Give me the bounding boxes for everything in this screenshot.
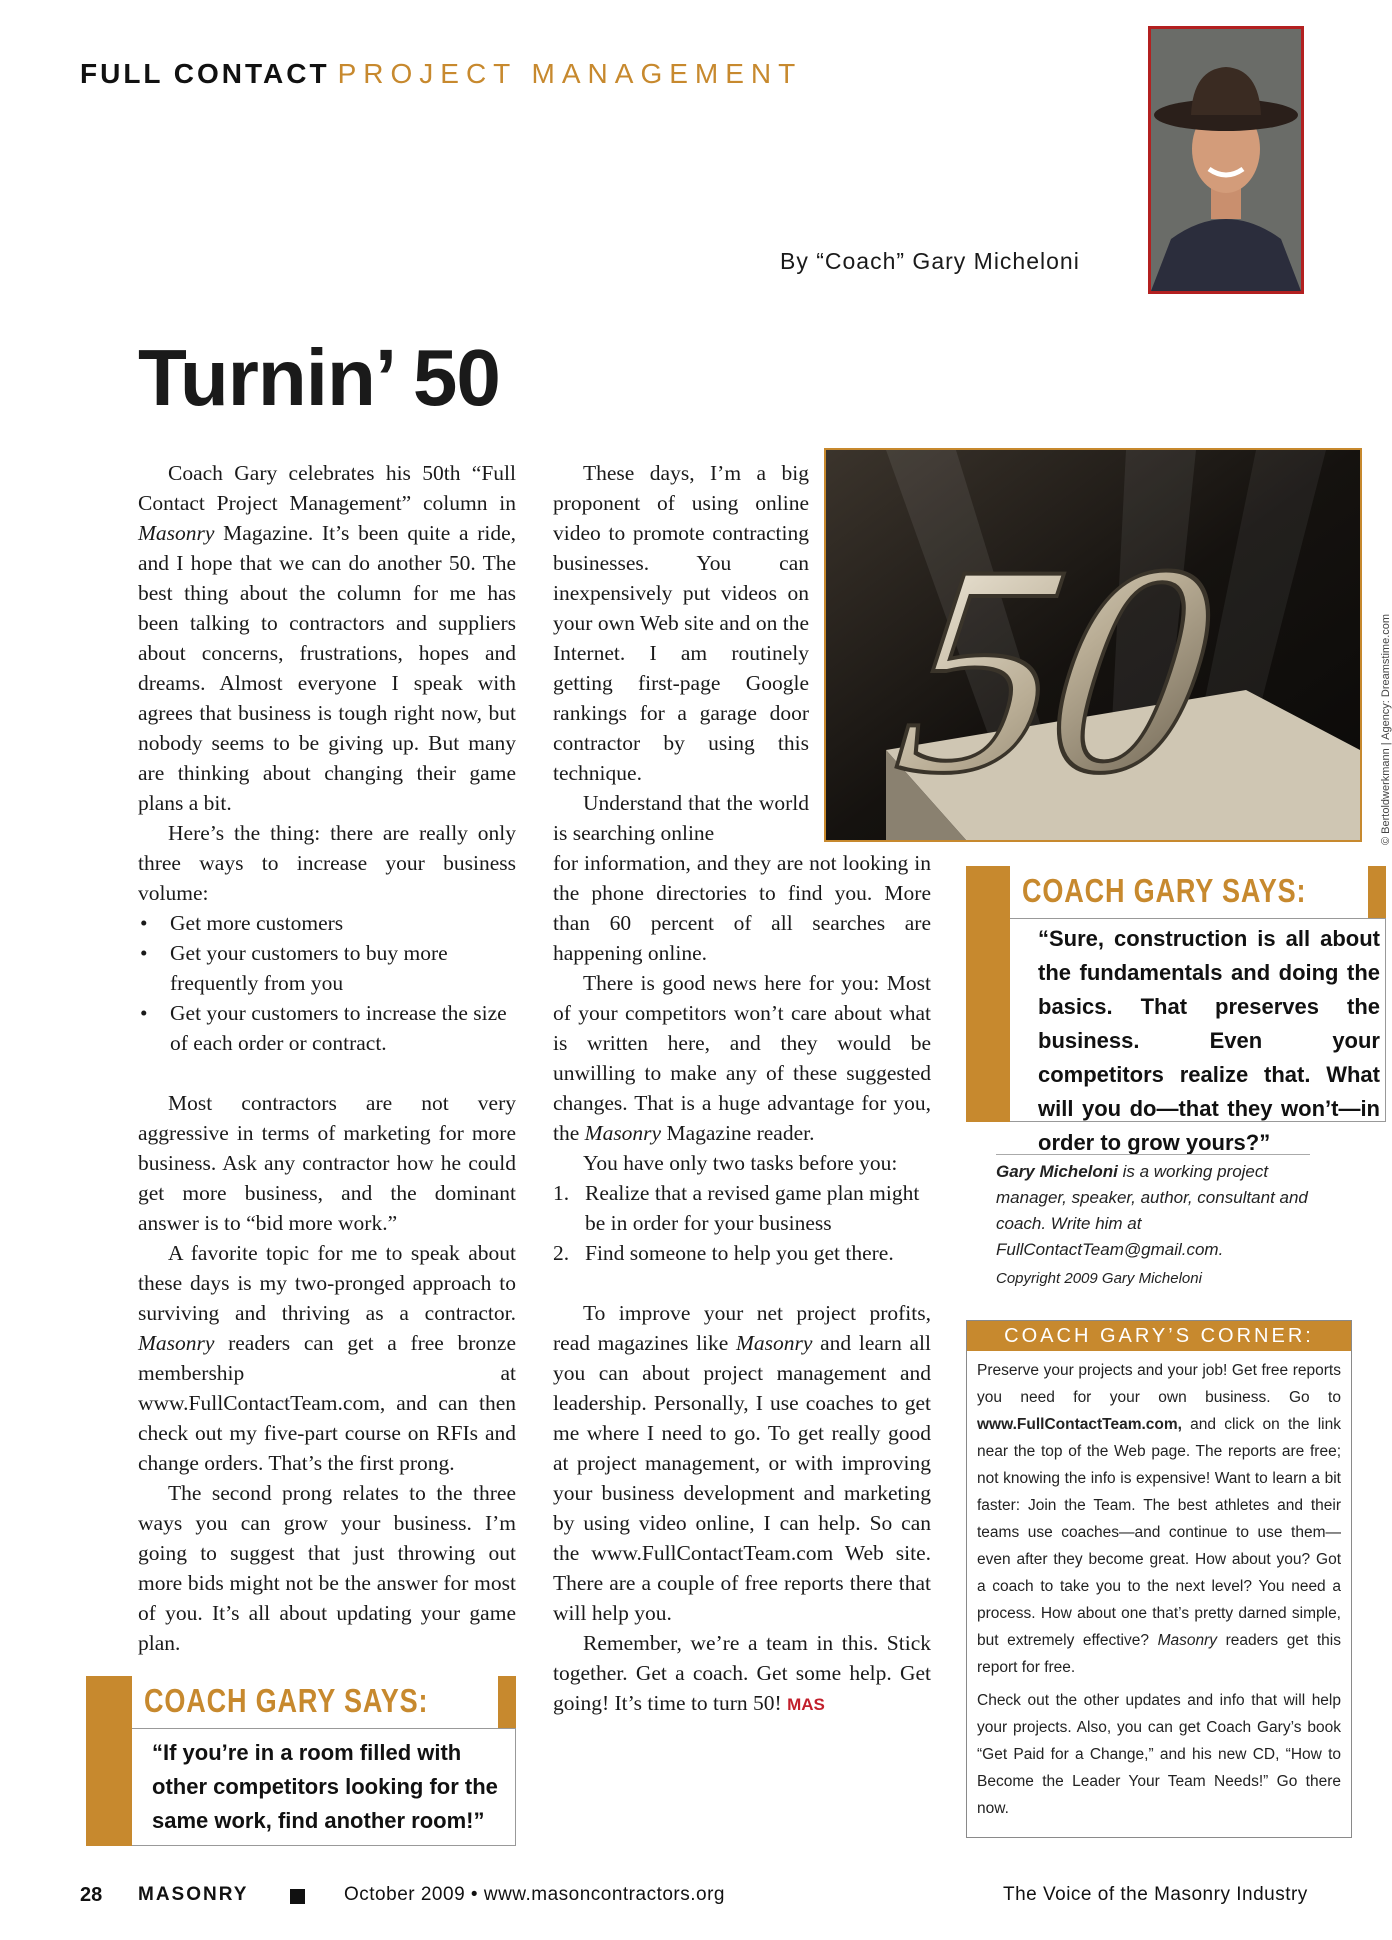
list-item: • Get more customers (138, 908, 516, 938)
corner-link[interactable]: www.FullContactTeam.com, (977, 1416, 1182, 1433)
paragraph: To improve your net project profits, read magazines like Masonry and learn all you can about project management and leadership. Personally, I use coaches to get me where I need to go. To get really good at project management, or with improving your business development and marketing by using video online, I can help. So can the www.FullContactTeam.com Web site. There are a couple of free reports there that will help you. (553, 1301, 931, 1625)
paragraph: Coach Gary celebrates his 50th “Full Contact Project Management” column in Masonry Magazine. It’s been quite a ride, and I hope that we can do another 50. The best thing about the column for me has been talking to contractors and suppliers about concerns, frustrations, hopes and dreams. Almost everyone I speak with agrees that business is tough right now, but nobody seems to be giving up. But many are thinking about changing their game plans a bit. (138, 461, 516, 815)
paragraph: These days, I’m a big proponent of using online video to promote contracting businesses. You can inexpensively put videos on your own Web site and on the Internet. I am routinely getting first-page Google rankings for a garage door contractor by using this technique. (553, 461, 809, 785)
corner-title: COACH GARY’S CORNER: (967, 1321, 1351, 1351)
paragraph: The second prong relates to the three ways you can grow your business. I’m going to suggest that just throwing out more bids might not be the answer for most of you. It’s all about updating your game plan. (138, 1481, 516, 1655)
list-item: 2. Find someone to help you get there. (553, 1241, 894, 1265)
paragraph: Most contractors are not very aggressive in terms of marketing for more business. Ask any contractor how he could get more business, and the dominant answer is to “bid more work.” (138, 1091, 516, 1235)
byline: By “Coach” Gary Micheloni (780, 248, 1080, 274)
magazine-name: MASONRY (138, 1884, 249, 1905)
list-item: • Get your customers to increase the size of each order or contract. (138, 998, 516, 1058)
corner-paragraph: Check out the other updates and info that will help your projects. Also, you can get Coach Gary’s book “Get Paid for a Change,” and his new CD, “How to Become the Leader Your Team Needs!” Go there now. (977, 1692, 1341, 1817)
bullet-list (138, 908, 516, 1058)
pull-quote-title: COACH GARY SAYS: (144, 1682, 429, 1719)
corner-paragraph: Preserve your projects and your job! Get free reports you need for your own business. Go to www.FullContactTeam.com, and click on the link near the top of the Web page. The reports are free; not knowing the info is expensive! Want to learn a bit faster: Join the Team. The best athletes and their teams use coaches—and continue to use them—even after they become great. How about you? Got a coach to take you to the next level? You need a process. How about one that’s pretty darned simple, but extremely effective? Masonry readers get this report for free. (977, 1362, 1341, 1676)
paragraph: for information, and they are not looking in the phone directories to find you. More than 60 percent of all searches are happening online. (553, 851, 931, 965)
headline: Turnin’ 50 (138, 333, 500, 422)
numeral-50: 50 (855, 502, 1264, 836)
list-item: • Get your customers to buy more frequently from you (138, 938, 516, 998)
pull-quote-left (86, 1676, 516, 1846)
paragraph: You have only two tasks before you: (583, 1151, 898, 1175)
issue-date-url: October 2009 • www.masoncontractors.org (344, 1884, 725, 1905)
paragraph: A favorite topic for me to speak about these days is my two-pronged approach to surviving and thriving as a contractor. Masonry readers can get a free bronze membership at www.FullContactTeam.com, and can then check out my five-part course on RFIs and change orders. That’s the first prong. (138, 1241, 516, 1475)
image-credit: © Bertoldwerkmann | Agency: Dreamstime.com (1380, 613, 1392, 845)
paragraph: Here’s the thing: there are really only three ways to increase your business volume: (138, 821, 516, 905)
paragraph: Understand that the world is searching online (553, 791, 809, 845)
coach-corner-box (966, 1320, 1352, 1838)
end-mark: MAS (787, 1695, 825, 1714)
kicker-light: PROJECT MANAGEMENT (337, 58, 803, 89)
magazine-tagline: The Voice of the Masonry Industry (1003, 1884, 1308, 1905)
task-list (553, 1178, 931, 1268)
page-number: 28 (80, 1884, 103, 1906)
paragraph: Remember, we’re a team in this. Stick together. Get a coach. Get some help. Get going! It’s time to turn 50! MAS (553, 1631, 931, 1715)
kicker-bold: FULL CONTACT (80, 58, 330, 89)
pull-quote-title: COACH GARY SAYS: (1022, 872, 1307, 909)
pull-quote-text: “If you’re in a room filled with other competitors looking for the same work, find another room!” (152, 1740, 498, 1833)
footer-square-icon (290, 1889, 305, 1904)
author-bio: Gary Micheloni is a working project manager, speaker, author, consultant and coach. Write him at FullContactTeam@gmail.com. (996, 1154, 1310, 1263)
article-column-1 (138, 458, 516, 1658)
section-kicker (80, 58, 802, 90)
paragraph: There is good news here for you: Most of your competitors won’t care about what is written here, and they would be unwilling to make any of these suggested changes. That is a huge advantage for you, the Masonry Magazine reader. (553, 971, 931, 1145)
list-item: 1. Realize that a revised game plan might be in order for your business (553, 1181, 920, 1235)
author-photo (1148, 26, 1304, 294)
anniversary-50-image (824, 448, 1362, 842)
pull-quote-right (966, 866, 1386, 1155)
copyright: Copyright 2009 Gary Micheloni (996, 1270, 1202, 1287)
pull-quote-text: “Sure, construction is all about the fundamentals and doing the basics. That preserves the business. Even your competitors realize that. What will you do—that they won’t—in order to grow yours?” (1038, 926, 1380, 1155)
